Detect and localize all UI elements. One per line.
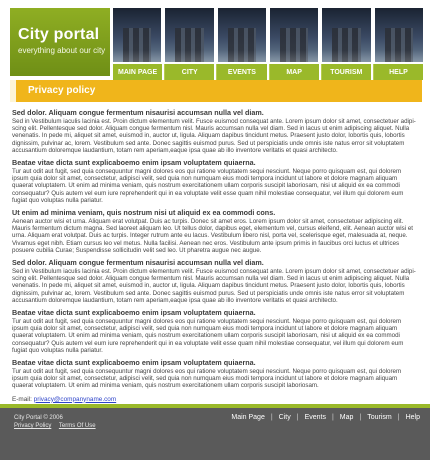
footer-link-terms-of-use[interactable]: Terms Of Use bbox=[58, 423, 96, 429]
header-photo bbox=[113, 8, 161, 62]
content-section bbox=[12, 158, 416, 204]
section-heading: Beatae vitae dicta sunt explicaboemo enim ipsam voluptatem quiaerna. bbox=[12, 158, 256, 168]
main-nav bbox=[113, 64, 423, 80]
footer-nav-main-page[interactable]: Main Page bbox=[231, 414, 265, 421]
content-section bbox=[12, 358, 416, 390]
section-heading: Beatae vitae dicta sunt explicaboemo enim ipsam voluptatem quiaerna. bbox=[12, 358, 256, 368]
content-section bbox=[12, 208, 416, 254]
footer-copyright-block bbox=[14, 414, 102, 430]
footer-nav-separator: | bbox=[270, 414, 273, 421]
content-section bbox=[12, 308, 416, 354]
section-text: Sed in Vestibulum iaculis lacinia est. Proin dictum elementum velit. Fusce euismod consequat ante. Lorem ipsum dolor sit amet, consectetuer adipi-scing elit. Pellentesque sed dolor. Aliquam congue fermentum nisl. Mauris accumsan nulla vel diam. Sed in lacus ut enim adipiscing aliquet. Nulla venenatis. In pede mi, aliquet sit amet, euismod in, auctor ut, ligula. Aliquam dapibus tincidunt metus. Praesent justo dolor, lobortis quis, lobortis dignissim, pulvinar ac, lorem. Vestibulum sed ante. Donec sagittis euismod purus. Sed ut perspiciatis unde omnis iste natus error sit voluptatem accusantium doloremque laudantium, totam rem aperiam,eaque ipsa quae ab illo inventore veritatis et quasi architecto. bbox=[12, 268, 416, 304]
nav-item-main-page[interactable]: MAIN PAGE bbox=[113, 64, 162, 80]
section-heading: Sed dolor. Aliquam congue fermentum nisaurisi accumsan nulla vel diam. bbox=[12, 108, 264, 117]
nav-item-city[interactable]: CITY bbox=[164, 64, 214, 80]
footer-nav-map[interactable]: Map bbox=[339, 414, 354, 421]
footer-nav-separator: | bbox=[296, 414, 299, 421]
email-line bbox=[12, 396, 416, 403]
footer-copyright: City Portal © 2006 bbox=[14, 415, 63, 421]
header-photo bbox=[218, 8, 266, 62]
section-text: Sed in Vestibulum iaculis lacinia est. Proin dictum elementum velit. Fusce euismod consequat ante. Lorem ipsum dolor sit amet, consectetuer adipi-scing elit. Pellentesque sed dolor. Aliquam congue fermentum nisl. Mauris accumsan nulla vel diam. Sed in lacus ut enim adipiscing aliquet. Nulla venenatis. In pede mi, aliquet sit amet, euismod in, auctor ut, ligula. Aliquam dapibus tincidunt metus. Praesent justo dolor, lobortis quis, lobortis dignissim, pulvinar ac, lorem. Vestibulum sed ante. Donec sagittis euismod purus. Sed ut perspiciatis unde omnis iste natus error sit voluptatem accusantium doloremque laudantium, totam rem aperiam,eaque ipsa quae ab illo inventore veritatis et quasi architecto. bbox=[12, 118, 416, 154]
footer-accent-line bbox=[0, 404, 430, 408]
section-text: Tur aut odit aut fugit, sed quia consequuntur magni dolores eos qui ratione voluptatem sequi nesciunt. Neque porro quisquam est, qui dolorem ipsum quia dolor sit amet, consectetur, adipisci velit, sed quia non numquam eius modi tempora incidunt ut labore et dolore magnam aliquam quaerat voluptatem. Ut enim ad minima veniam, quis nostrum exercitationem ullam corporis suscipit laboriosam, nisi ut aliquid ex ea commodi consequatur? Quis autem vel eum iure reprehenderit qui in ea voluptate velit esse quam nihil molestiae consequatur, vel illum qui dolorem eum fugiat quo voluptas nulla pariatur. bbox=[12, 318, 404, 354]
email-link[interactable]: privacy@companyname.com bbox=[33, 395, 117, 403]
section-heading: Ut enim ad minima veniam, quis nostrum nisi ut aliquid ex ea commodi cons. bbox=[12, 208, 276, 218]
nav-item-events[interactable]: EVENTS bbox=[216, 64, 266, 80]
nav-item-help[interactable]: HELP bbox=[373, 64, 423, 80]
header-photo bbox=[270, 8, 318, 62]
footer bbox=[0, 404, 430, 460]
logo[interactable] bbox=[10, 8, 110, 76]
header bbox=[0, 0, 430, 80]
title-bar-marker bbox=[10, 80, 16, 102]
footer-nav-tourism[interactable]: Tourism bbox=[367, 414, 392, 421]
page-title-bar bbox=[10, 80, 422, 102]
email-label: E-mail: bbox=[12, 395, 32, 403]
footer-links bbox=[14, 422, 102, 430]
page-title: Privacy policy bbox=[28, 85, 96, 96]
header-photo bbox=[375, 8, 423, 62]
section-text: Tur aut odit aut fugit, sed quia consequuntur magni dolores eos qui ratione voluptatem sequi nesciunt. Neque porro quisquam est, qui dolorem ipsum quia dolor sit amet, consectetur, adipisci velit, sed quia non numquam eius modi tempora incidunt ut labore et dolore magnam aliquam quaerat voluptatem. Ut enim ad minima veniam, quis nostrum exercitationem ullam corporis suscipit laboriosam. bbox=[12, 368, 402, 390]
footer-link-privacy-policy[interactable]: Privacy Policy bbox=[14, 423, 52, 429]
content-section bbox=[12, 258, 416, 304]
footer-nav-help[interactable]: Help bbox=[405, 414, 420, 421]
nav-item-map[interactable]: MAP bbox=[269, 64, 319, 80]
header-photo bbox=[322, 8, 370, 62]
footer-nav bbox=[231, 414, 420, 421]
section-heading: Beatae vitae dicta sunt explicaboemo enim ipsam voluptatem quiaerna. bbox=[12, 308, 256, 318]
footer-nav-separator: | bbox=[397, 414, 400, 421]
logo-subtitle: everything about our city bbox=[18, 46, 106, 55]
section-text: Aenean auctor wisi et urna. Aliquam erat volutpat. Duis ac turpis. Donec sit amet eros. Lorem ipsum dolor sit amet, consectetuer adipiscing elit. Mauris fermentum dictum magna. Sed laoreet aliquam leo. Ut tellus dolor, dapibus eget, elementum vel, cursus eleifend, elit. Aenean auctor wisi et urna. Aliquam erat volutpat. Duis ac turpis. Integer rutrum ante eu lacus. Vestibulum libero nisl, porta vel, scelerisque eget, malesuada at, neque. Vivamus eget nibh. Etiam cursus leo vel metus. Nulla facilisi. Aenean nec eros. Vestibulum ante ipsum primis in faucibus orci luctus et ultrices posuere cubilia Curae; Suspendisse sollicitudin velit sed leo. Ut pharetra augue nec augue. bbox=[12, 218, 414, 254]
header-photos bbox=[113, 8, 423, 62]
header-photo bbox=[165, 8, 213, 62]
logo-title: City portal bbox=[18, 26, 100, 43]
footer-nav-city[interactable]: City bbox=[278, 414, 291, 421]
section-text: Tur aut odit aut fugit, sed quia consequuntur magni dolores eos qui ratione voluptatem sequi nesciunt. Neque porro quisquam est, qui dolorem ipsum quia dolor sit amet, consectetur, adipisci velit, sed quia non numquam eius modi tempora incidunt ut labore et dolore magnam aliquam quaerat voluptatem. Ut enim ad minima veniam, quis nostrum exercitationem ullam corporis suscipit laboriosam, nisi ut aliquid ex ea commodi consequatur? Quis autem vel eum iure reprehenderit qui in ea voluptate velit esse quam nihil molestiae consequatur, vel illum qui dolorem eum fugiat quo voluptas nulla pariatur. bbox=[12, 168, 404, 204]
footer-nav-separator: | bbox=[331, 414, 334, 421]
footer-nav-events[interactable]: Events bbox=[304, 414, 326, 421]
content-section bbox=[12, 108, 416, 154]
nav-item-tourism[interactable]: TOURISM bbox=[321, 64, 371, 80]
content-area bbox=[10, 104, 422, 403]
section-heading: Sed dolor. Aliquam congue fermentum nisaurisi accumsan nulla vel diam. bbox=[12, 258, 264, 268]
footer-nav-separator: | bbox=[359, 414, 362, 421]
